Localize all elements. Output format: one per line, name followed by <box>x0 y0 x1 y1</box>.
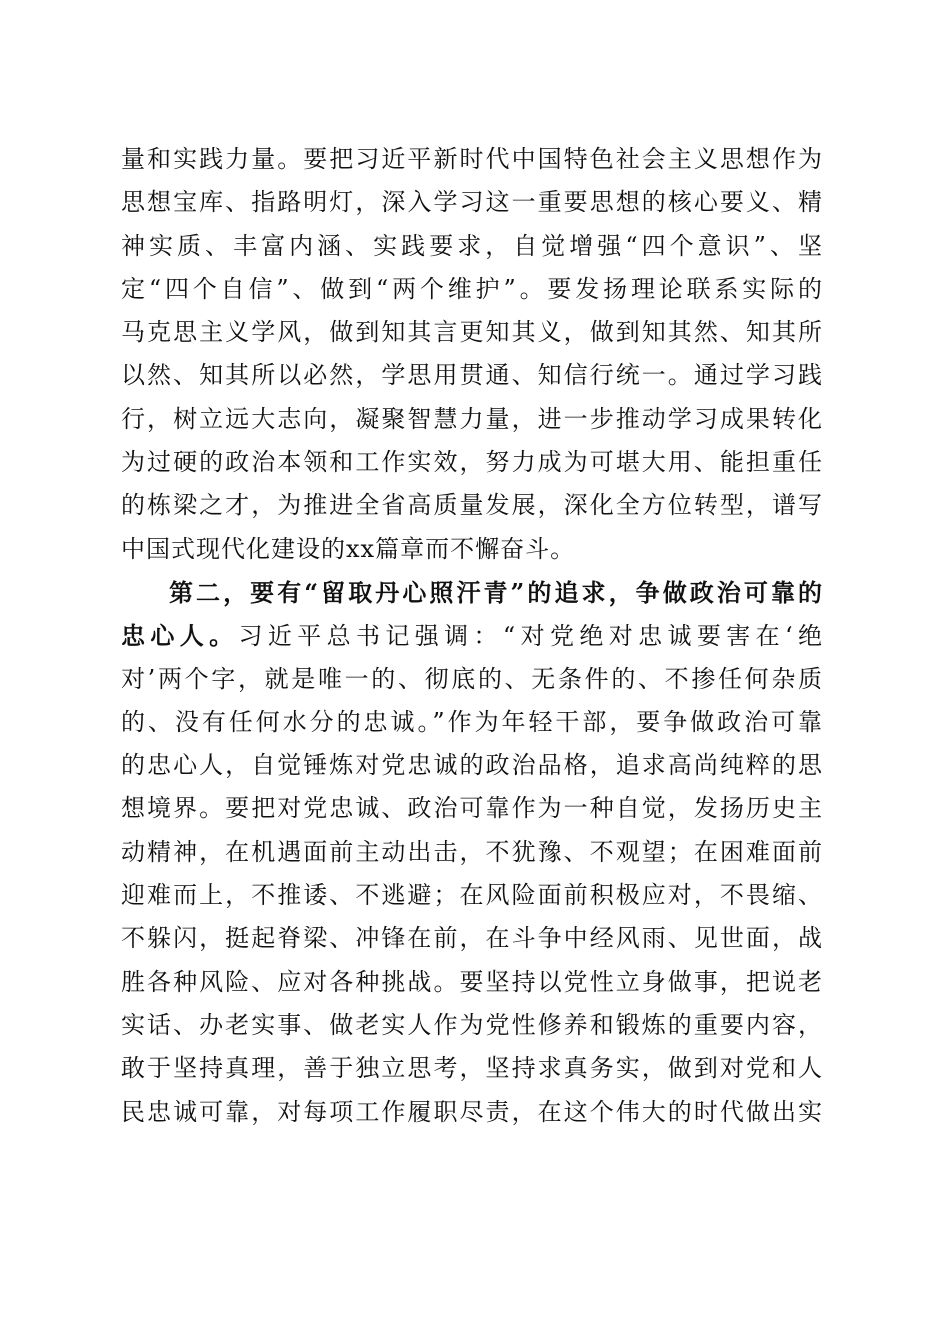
paragraph-1-line-5: 马克思主义学风，做到知其言更知其义，做到知其然、知其所 <box>121 318 823 347</box>
paragraph-2-line-10: 胜各种风险、应对各种挑战。要坚持以党性立身做事，把说老 <box>121 967 823 996</box>
paragraph-1-line-4: 定“四个自信”、做到“两个维护”。要发扬理论联系实际的 <box>121 274 823 303</box>
paragraph-2-line-2 <box>121 614 823 657</box>
paragraph-2-line-13: 民忠诚可靠，对每项工作履职尽责，在这个伟大的时代做出实 <box>121 1097 823 1126</box>
paragraph-2-line-6: 想境界。要把对党忠诚、政治可靠作为一种自觉，发扬历史主 <box>121 794 823 823</box>
paragraph-2-line-12: 敢于坚持真理，善于独立思考，坚持求真务实，做到对党和人 <box>121 1054 823 1083</box>
paragraph-2-line-2-rest: 习近平总书记强调：“对党绝对忠诚要害在‘绝 <box>238 622 823 651</box>
paragraph-2-line-5: 的忠心人，自觉锤炼对党忠诚的政治品格，追求高尚纯粹的思 <box>121 751 823 780</box>
paragraph-1-line-9: 的栋梁之才，为推进全省高质量发展，深化全方位转型，谱写 <box>121 491 823 520</box>
paragraph-2-line-3: 对’两个字，就是唯一的、彻底的、无条件的、不掺任何杂质 <box>121 664 823 693</box>
paragraph-1-line-1: 量和实践力量。要把习近平新时代中国特色社会主义思想作为 <box>121 145 823 173</box>
paragraph-1-line-8: 为过硬的政治本领和工作实效，努力成为可堪大用、能担重任 <box>121 448 823 477</box>
paragraph-1-line-2: 思想宝库、指路明灯，深入学习这一重要思想的核心要义、精 <box>121 188 823 217</box>
paragraph-2-line-4: 的、没有任何水分的忠诚。”作为年轻干部，要争做政治可靠 <box>121 707 823 736</box>
document-body <box>121 138 823 1134</box>
paragraph-2-heading-end: 忠心人。 <box>121 621 239 651</box>
paragraph-2-heading-line-1: 第二，要有“留取丹心照汗青”的追求，争做政治可靠的 <box>169 577 823 607</box>
paragraph-2-line-9: 不躲闪，挺起脊梁、冲锋在前，在斗争中经风雨、见世面，战 <box>121 924 823 953</box>
paragraph-2-line-7: 动精神，在机遇面前主动出击，不犹豫、不观望；在困难面前 <box>121 837 823 866</box>
paragraph-2-line-8: 迎难而上，不推诿、不逃避；在风险面前积极应对，不畏缩、 <box>121 881 823 910</box>
paragraph-1-line-7: 行，树立远大志向，凝聚智慧力量，进一步推动学习成果转化 <box>121 404 823 433</box>
paragraph-1-line-6: 以然、知其所以必然，学思用贯通、知信行统一。通过学习践 <box>121 361 823 390</box>
paragraph-2-line-11: 实话、办老实事、做老实人作为党性修养和锻炼的重要内容， <box>121 1010 823 1039</box>
paragraph-1-line-3: 神实质、丰富内涵、实践要求，自觉增强“四个意识”、坚 <box>121 231 823 260</box>
paragraph-1-line-10: 中国式现代化建设的xx篇章而不懈奋斗。 <box>121 534 576 563</box>
